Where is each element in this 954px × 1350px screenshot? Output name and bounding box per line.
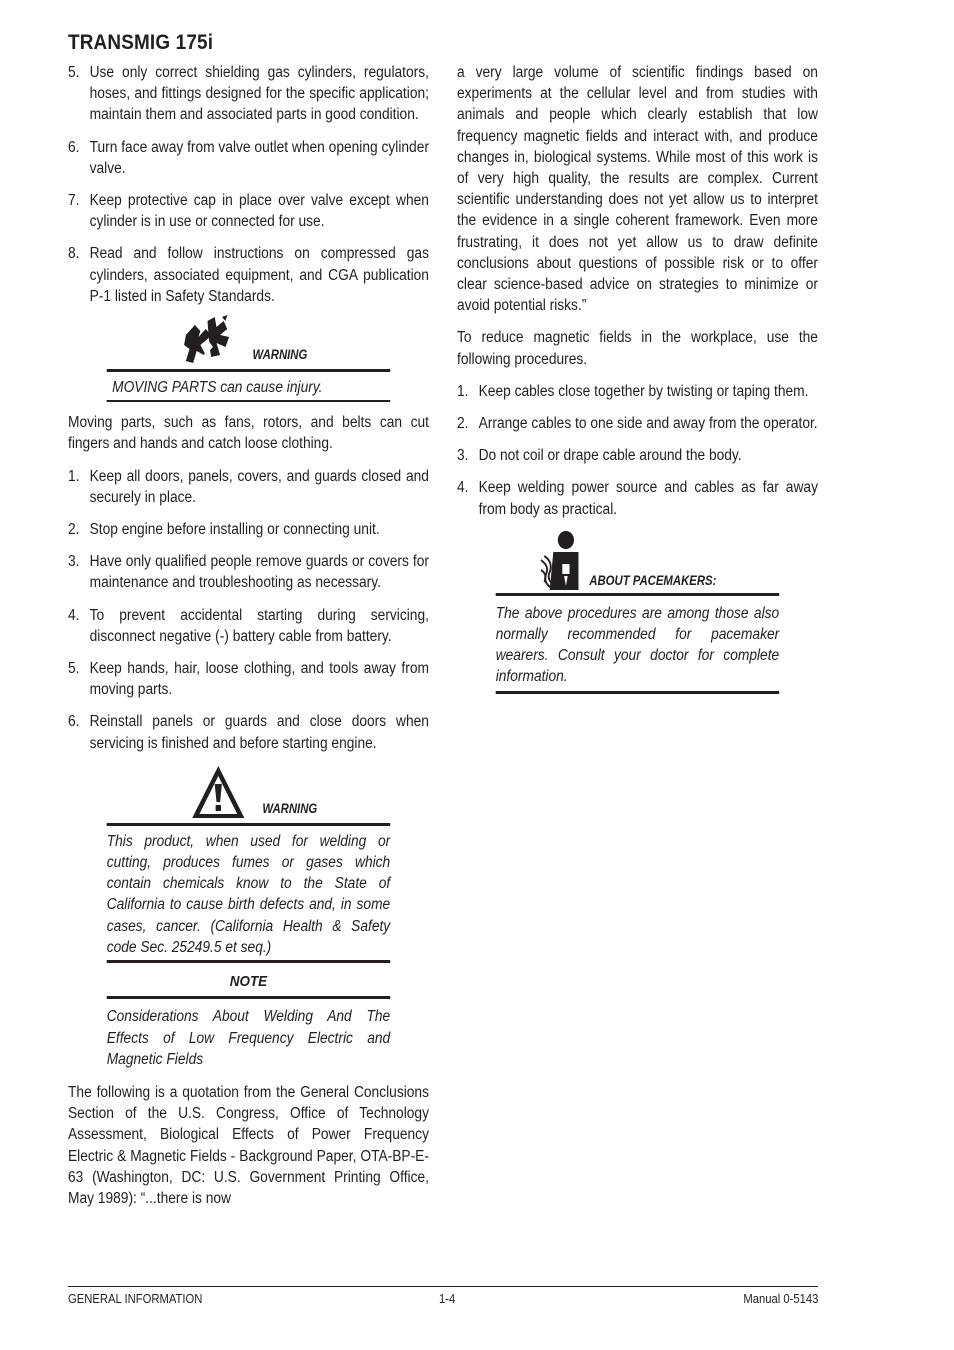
moving-parts-list [68,466,429,754]
list-item: 6. Turn face away from valve outlet when opening cylinder valve. [68,138,429,177]
note-label: NOTE [229,973,268,991]
list-item: 4. Keep welding power source and cables as far away from body as practical. [457,479,818,518]
warning-text: This product, when used for welding or cutting, produces fumes or gases which contain chemicals know to the State of California to cause birth defects and, in some cases, cancer. (California Health & Safety code Sec. 25249.5 et seq.) [106,832,391,956]
chemical-warning-box [107,766,391,963]
list-item: 1. Keep all doors, panels, covers, and guards closed and securely in place. [68,467,429,506]
list-item: 3. Have only qualified people remove guards or covers for maintenance and troubleshooting as necessary. [68,553,429,592]
page-number: 1-4 [439,1292,456,1306]
note-box [107,971,391,1072]
divider [107,960,391,963]
warning-label: WARNING [262,799,318,816]
warning-triangle-icon [190,764,246,820]
quotation-intro: The following is a quotation from the General Conclusions Section of the U.S. Congress, Office of Technology Assessment, Biological Effects of Power Frequency Electric & Magnetic Fields - Background Paper, OTA-BP-E-63 (Washington, DC: U.S. Government Printing Office, May 1989): “...there is now [68,1083,429,1207]
manual-number: Manual 0-5143 [742,1292,818,1306]
footer-section: GENERAL INFORMATION [68,1292,203,1306]
list-item: 5. Keep hands, hair, loose clothing, and tools away from moving parts. [68,660,429,699]
right-column [457,62,818,694]
footer-rule [68,1286,818,1287]
warning-label: WARNING [252,345,308,362]
moving-parts-intro: Moving parts, such as fans, rotors, and belts can cut fingers and hands and catch loose clothing. [68,414,429,453]
left-column [68,62,429,1220]
list-item: 6. Reinstall panels or guards and close doors when servicing is finished and before starting engine. [68,713,429,752]
reduce-fields-list [457,381,818,520]
pacemaker-text: The above procedures are among those also normally recommended for pacemaker wearers. Consult your doctor for complete information. [495,604,780,686]
pacemaker-hazard-icon [541,530,581,590]
warning-text: MOVING PARTS can cause injury. [112,379,323,397]
pacemaker-box [496,531,779,694]
pacemaker-label: ABOUT PACEMAKERS: [589,571,717,588]
note-text: Considerations About Welding And The Effects of Low Frequency Electric and Magnetic Fields [106,1008,391,1068]
list-item: 2. Arrange cables to one side and away from the operator. [457,415,818,433]
list-item: 1. Keep cables close together by twisting or taping them. [457,382,809,400]
divider [107,400,391,402]
gas-cylinder-list [68,62,429,307]
page-title: TRANSMIG 175i [68,31,214,54]
list-item: 2. Stop engine before installing or connecting unit. [68,521,380,539]
moving-parts-hazard-icon [181,315,235,367]
list-item: 7. Keep protective cap in place over valve except when cylinder is in use or connected for use. [68,192,429,231]
quotation-continued: a very large volume of scientific findings based on experiments at the cellular level and from studies with animals and people which clearly establish that low frequency magnetic fields and interact with, and produce changes in, biological systems. While most of this work is of very high quality, the results are complex. Current scientific understanding does not yet allow us to interpret the evidence in a single coherent framework. Even more frustrating, it does not yet allow us to draw definite conclusions about questions of possible risk or to offer clear science-based advice on strategies to minimize or avoid potential risks.” [457,64,818,315]
reduce-fields-intro: To reduce magnetic fields in the workplace, use the following procedures. [457,329,818,368]
list-item: 4. To prevent accidental starting during servicing, disconnect negative (-) battery cable from battery. [68,606,429,645]
list-item: 8. Read and follow instructions on compressed gas cylinders, associated equipment, and CGA publication P-1 listed in Safety Standards. [68,245,429,305]
divider [496,691,779,694]
list-item: 3. Do not coil or drape cable around the body. [457,447,742,465]
moving-parts-warning-box [107,315,391,402]
list-item: 5. Use only correct shielding gas cylinders, regulators, hoses, and fittings designed for the specific application; maintain them and associated parts in good condition. [68,64,429,124]
